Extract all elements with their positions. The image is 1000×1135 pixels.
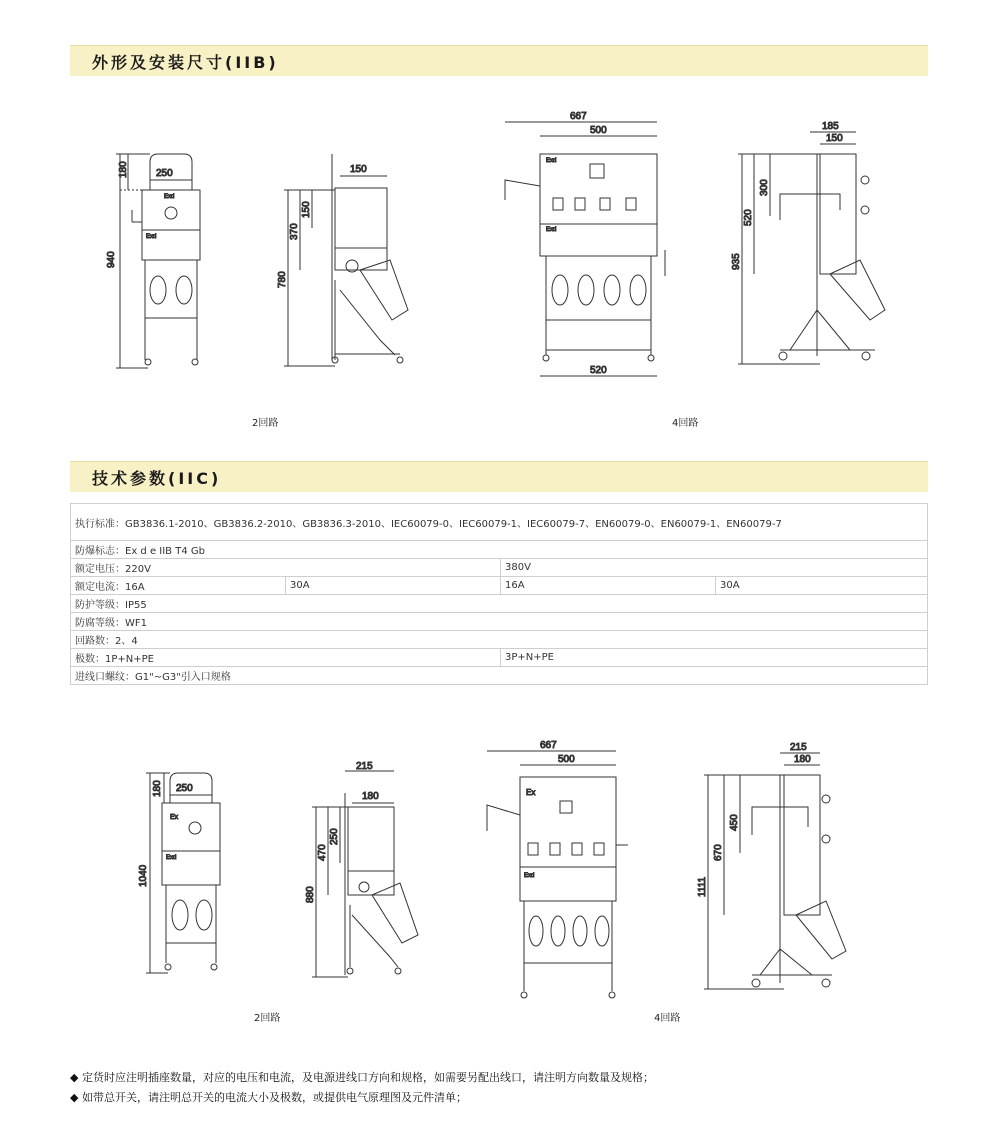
dim-label: 150 bbox=[826, 133, 843, 144]
dim-label: 1040 bbox=[138, 864, 149, 887]
dimension-drawings-top bbox=[0, 110, 1000, 430]
dim-label: 185 bbox=[822, 121, 839, 132]
drawing-2circuit-front bbox=[116, 154, 200, 368]
table-row bbox=[71, 649, 928, 667]
dim-label: 1111 bbox=[697, 876, 708, 897]
panel-marking: Exd bbox=[166, 855, 177, 861]
spec-poles-1: 极数：1P+N+PE bbox=[71, 649, 501, 667]
spec-circuits: 回路数：2、4 bbox=[71, 631, 928, 649]
caption-4-circuit: 4回路 bbox=[672, 418, 699, 429]
dim-label: 370 bbox=[289, 223, 300, 240]
dim-label: 215 bbox=[790, 742, 807, 753]
dim-label: 250 bbox=[329, 828, 340, 845]
spec-current-4: 30A bbox=[716, 577, 928, 595]
table-row bbox=[71, 541, 928, 559]
spec-poles-2: 3P+N+PE bbox=[501, 649, 928, 667]
dim-label: 215 bbox=[356, 761, 373, 772]
panel-marking: Exd bbox=[164, 194, 175, 200]
panel-marking: Ex bbox=[526, 788, 536, 797]
drawing-2circuit-side bbox=[284, 154, 408, 366]
drawing-4circuit-side-iic bbox=[704, 753, 846, 989]
panel-marking: Ex bbox=[170, 814, 179, 821]
spec-voltage-2: 380V bbox=[501, 559, 928, 577]
dim-label: 150 bbox=[301, 201, 312, 218]
table-row bbox=[71, 559, 928, 577]
table-row bbox=[71, 631, 928, 649]
caption-2-circuit: 2回路 bbox=[252, 418, 279, 429]
table-row bbox=[71, 613, 928, 631]
dim-label: 150 bbox=[350, 164, 367, 175]
table-row bbox=[71, 595, 928, 613]
table-row bbox=[71, 667, 928, 685]
spec-table bbox=[70, 503, 928, 685]
spec-current-1: 额定电流：16A bbox=[71, 577, 286, 595]
note-item: ◆ 如带总开关，请注明总开关的电流大小及极数，或提供电气原理图及元件清单； bbox=[70, 1091, 467, 1104]
caption-2-circuit: 2回路 bbox=[254, 1013, 281, 1024]
table-row bbox=[71, 577, 928, 595]
spec-thread: 进线口螺纹：G1"~G3"引入口规格 bbox=[71, 667, 928, 685]
dim-label: 500 bbox=[558, 754, 575, 765]
dim-label: 250 bbox=[176, 783, 193, 794]
dim-label: 667 bbox=[540, 740, 557, 751]
section-header-parameters bbox=[70, 461, 928, 492]
dim-label: 880 bbox=[305, 886, 316, 903]
dim-label: 180 bbox=[794, 754, 811, 765]
dim-label: 500 bbox=[590, 125, 607, 136]
spec-standard: 执行标准：GB3836.1-2010、GB3836.2-2010、GB3836.3-2010、IEC60079-0、IEC60079-1、IEC60079-7、EN60079-0、EN60079-1、EN60079-7 bbox=[71, 504, 928, 541]
dim-label: 470 bbox=[317, 844, 328, 861]
spec-ip: 防护等级：IP55 bbox=[71, 595, 928, 613]
spec-current-3: 16A bbox=[501, 577, 716, 595]
panel-marking: Exd bbox=[524, 873, 535, 879]
dim-label: 667 bbox=[570, 111, 587, 122]
dim-label: 520 bbox=[590, 365, 607, 376]
panel-marking: Exd bbox=[546, 158, 557, 164]
dim-label: 450 bbox=[729, 814, 740, 831]
dim-label: 300 bbox=[759, 179, 770, 196]
order-notes bbox=[70, 1068, 654, 1108]
dim-label: 935 bbox=[731, 253, 742, 270]
caption-4-circuit: 4回路 bbox=[654, 1013, 681, 1024]
dim-label: 520 bbox=[743, 209, 754, 226]
dim-label: 250 bbox=[156, 168, 173, 179]
panel-marking: Exd bbox=[546, 227, 557, 233]
dim-label: 180 bbox=[152, 780, 163, 797]
dim-label: 780 bbox=[277, 271, 288, 288]
drawing-4circuit-front bbox=[505, 122, 665, 376]
section-header-dimensions bbox=[70, 45, 928, 76]
section-title: 技术参数(IIC) bbox=[92, 469, 222, 488]
spec-exmark: 防爆标志：Ex d e IIB T4 Gb bbox=[71, 541, 928, 559]
spec-current-2: 30A bbox=[286, 577, 501, 595]
dim-label: 670 bbox=[713, 844, 724, 861]
dim-label: 180 bbox=[362, 791, 379, 802]
panel-marking: Exd bbox=[146, 234, 157, 240]
dim-label: 180 bbox=[118, 161, 129, 178]
table-row bbox=[71, 504, 928, 541]
dimension-drawings-bottom bbox=[0, 735, 1000, 1035]
drawing-2circuit-front-iic bbox=[146, 773, 220, 973]
note-item: ◆ 定货时应注明插座数量，对应的电压和电流，及电源进线口方向和规格，如需要另配出线口，请注明方向数量及规格； bbox=[70, 1071, 654, 1084]
dim-label: 940 bbox=[106, 251, 117, 268]
drawing-4circuit-side bbox=[738, 132, 885, 364]
drawing-4circuit-front-iic bbox=[487, 751, 628, 998]
spec-voltage-1: 额定电压：220V bbox=[71, 559, 501, 577]
section-title: 外形及安装尺寸(IIB) bbox=[92, 53, 279, 72]
spec-corrosion: 防腐等级：WF1 bbox=[71, 613, 928, 631]
